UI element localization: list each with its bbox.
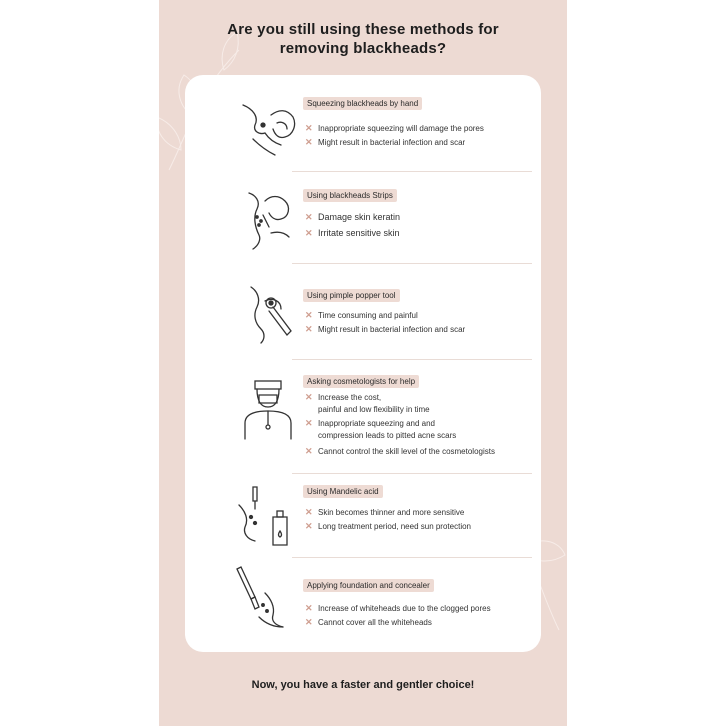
title-line-1: Are you still using these methods for	[227, 21, 499, 38]
list-item: ✕ Inappropriate squeezing and and	[305, 418, 435, 428]
list-item: ✕ Increase of whiteheads due to the clogged pores	[305, 603, 491, 613]
method-title: Using Mandelic acid	[303, 485, 383, 498]
list-item: ✕ Cannot control the skill level of the cosmetologists	[305, 446, 495, 456]
cross-icon: ✕	[305, 123, 313, 133]
dropper-serum-icon	[235, 483, 301, 549]
cross-icon: ✕	[305, 446, 313, 456]
cross-icon: ✕	[305, 617, 313, 627]
list-item: ✕ Skin becomes thinner and more sensitive	[305, 507, 465, 517]
concealer-brush-icon	[235, 565, 301, 631]
cosmetologist-icon	[235, 377, 301, 443]
page-title	[159, 20, 567, 58]
cross-icon: ✕	[305, 392, 313, 402]
list-item: ✕ Time consuming and painful	[305, 310, 418, 320]
method-title: Applying foundation and concealer	[303, 579, 434, 592]
nose-squeezing-hand-icon	[235, 95, 301, 161]
cross-icon: ✕	[305, 137, 313, 147]
cross-icon: ✕	[305, 228, 313, 238]
cross-icon: ✕	[305, 507, 313, 517]
cross-icon: ✕	[305, 212, 313, 222]
nose-strip-icon	[235, 187, 301, 253]
list-item: ✕ Damage skin keratin	[305, 209, 400, 225]
divider	[292, 557, 532, 558]
title-line-2: removing blackheads?	[279, 40, 447, 57]
list-item: ✕ Might result in bacterial infection and scar	[305, 324, 466, 334]
method-title: Using blackheads Strips	[303, 189, 397, 202]
method-title: Squeezing blackheads by hand	[303, 97, 422, 110]
method-title: Using pimple popper tool	[303, 289, 400, 302]
list-item-continued: painful and low flexibility in time	[318, 405, 430, 414]
footer-tagline: Now, you have a faster and gentler choice!	[251, 679, 475, 691]
list-item: ✕ Might result in bacterial infection and scar	[305, 137, 466, 147]
divider	[292, 473, 532, 474]
list-item: ✕ Inappropriate squeezing will damage the pores	[305, 123, 484, 133]
list-item: ✕ Irritate sensitive skin	[305, 225, 400, 241]
list-item: ✕ Long treatment period, need sun protection	[305, 521, 471, 531]
cross-icon: ✕	[305, 603, 313, 613]
divider	[292, 171, 532, 172]
divider	[292, 263, 532, 264]
method-title: Asking cosmetologists for help	[303, 375, 419, 388]
infographic-page	[159, 0, 567, 726]
cross-icon: ✕	[305, 324, 313, 334]
list-item: ✕ Increase the cost,	[305, 392, 382, 402]
divider	[292, 359, 532, 360]
list-item: ✕ Cannot cover all the whiteheads	[305, 617, 432, 627]
cross-icon: ✕	[305, 521, 313, 531]
cross-icon: ✕	[305, 418, 313, 428]
methods-card	[185, 75, 541, 652]
cross-icon: ✕	[305, 310, 313, 320]
pimple-popper-tool-icon	[235, 281, 301, 347]
list-item-continued: compression leads to pitted acne scars	[318, 431, 457, 440]
